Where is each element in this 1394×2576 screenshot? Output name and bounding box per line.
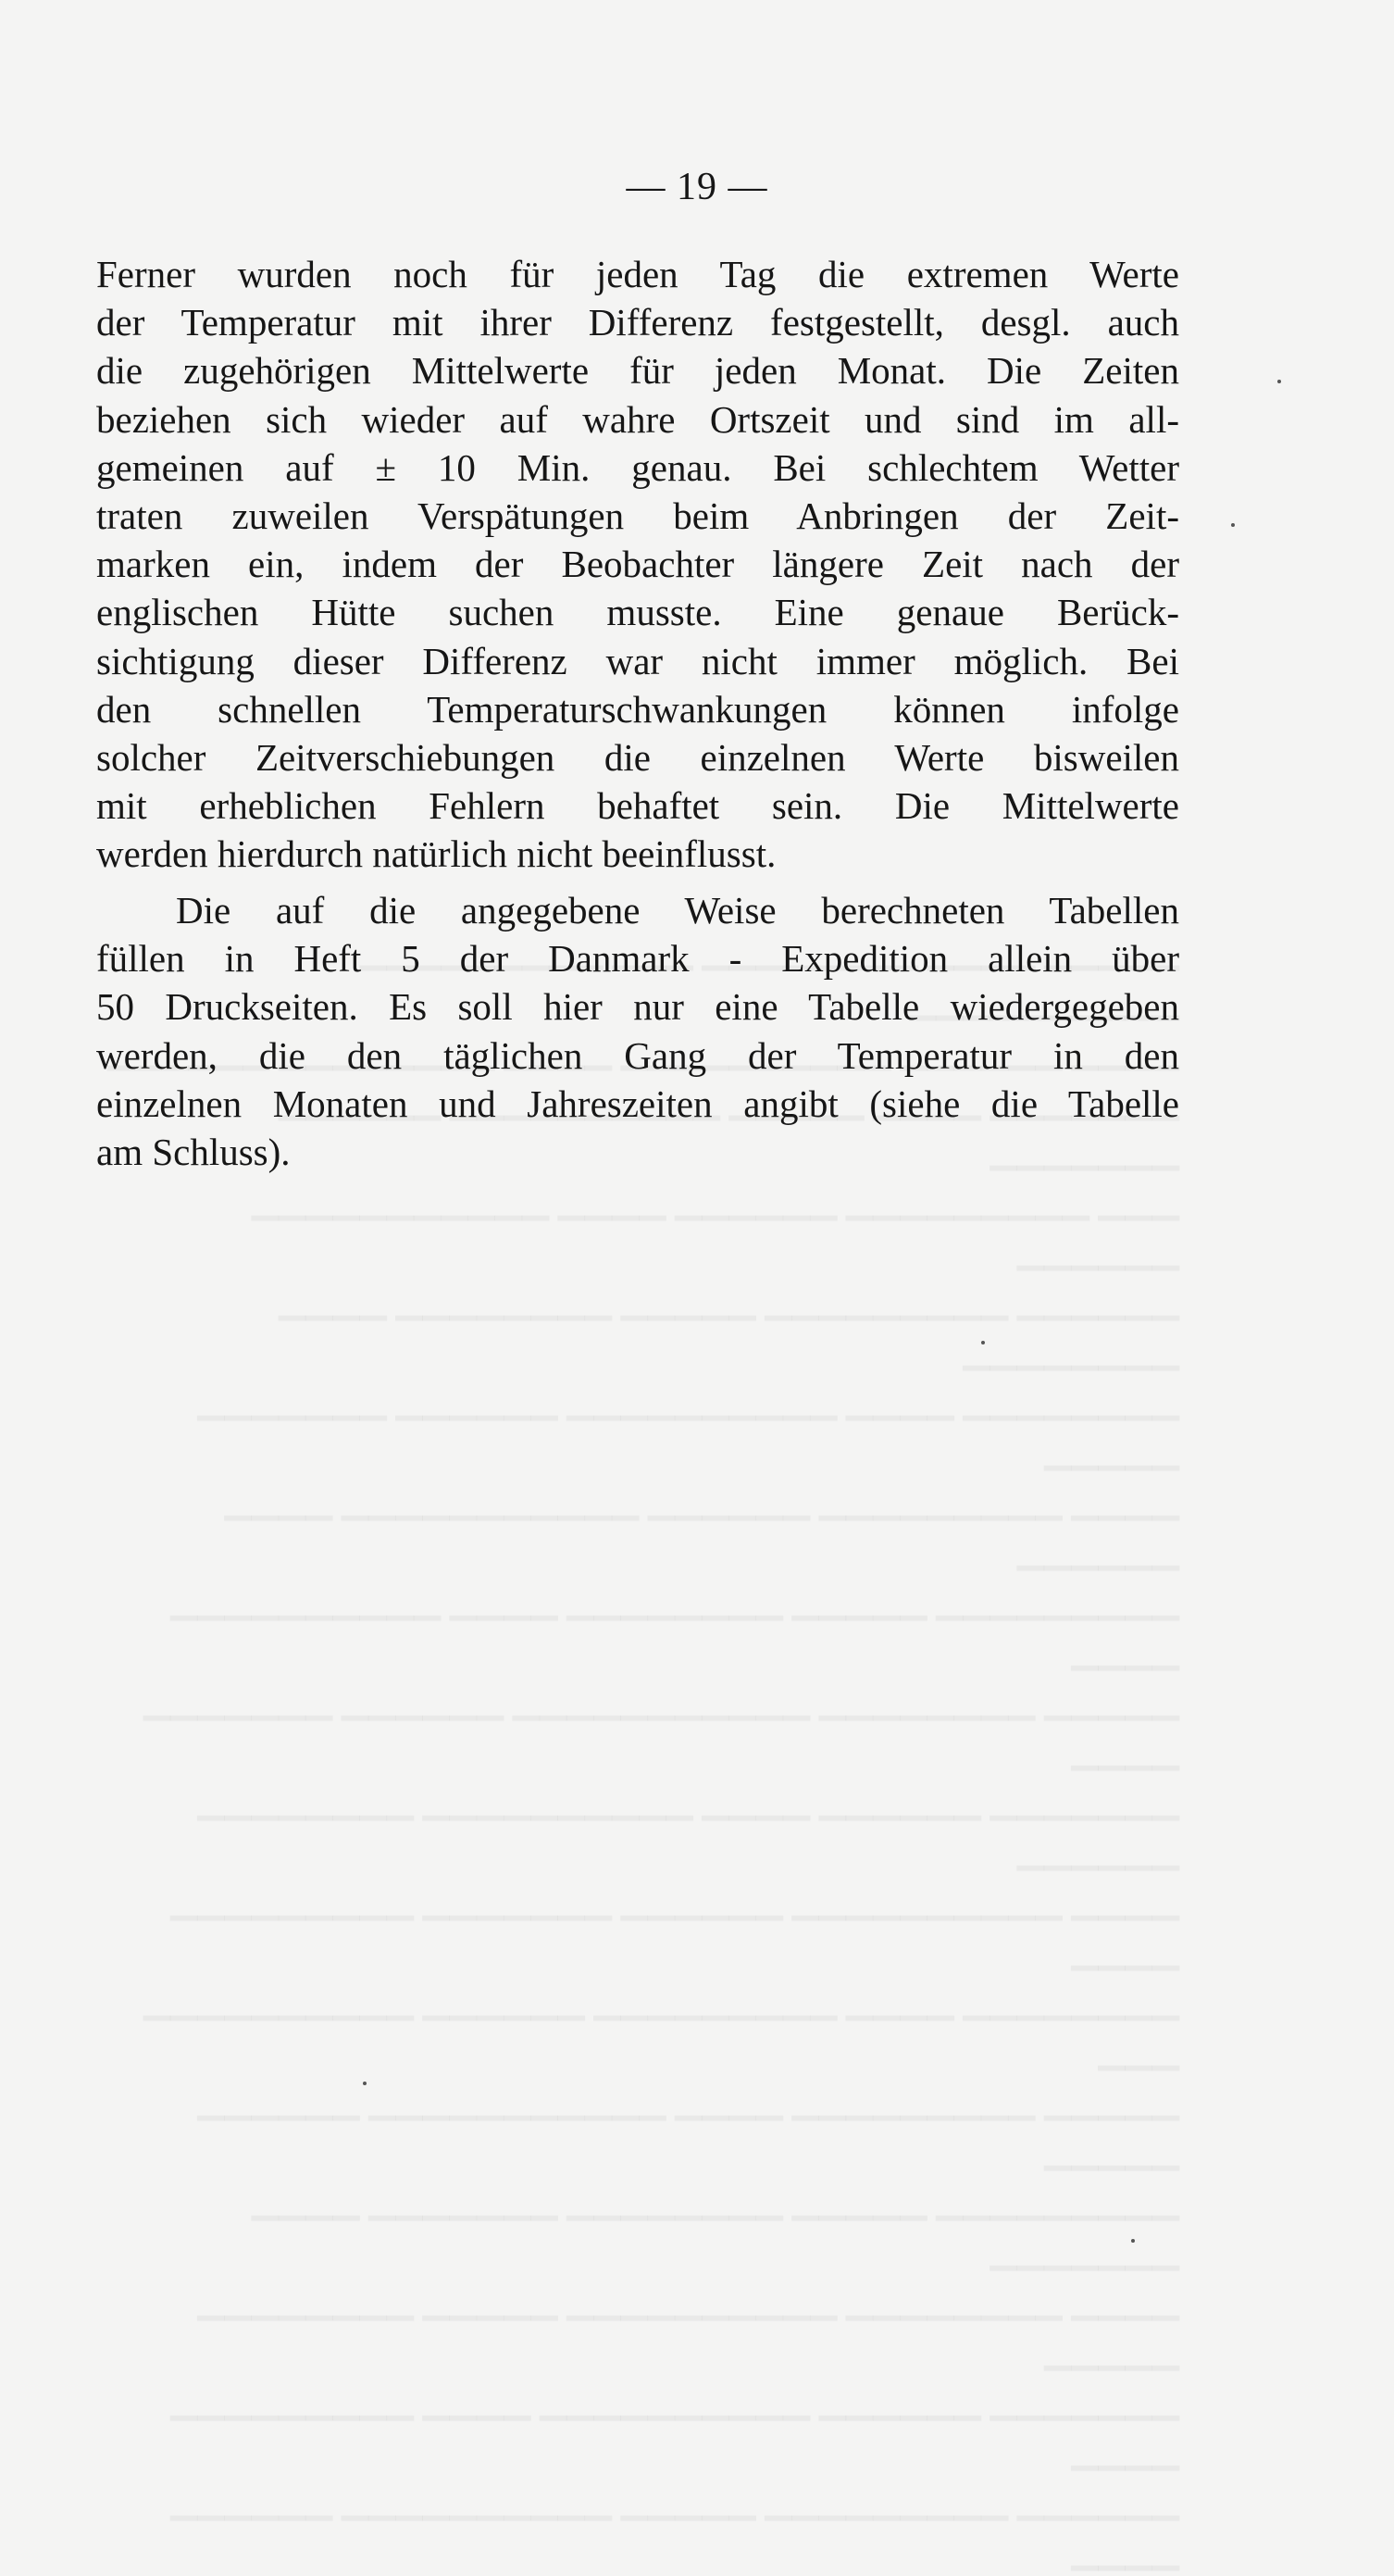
text-line: marken ein, indem der Beobachter längere Zeit nach der xyxy=(96,543,1179,586)
scan-speck xyxy=(1277,380,1281,383)
text-line: Ferner wurden noch für jeden Tag die extremen Werte xyxy=(96,253,1179,295)
text-line: solcher Zeitverschiebungen die einzelnen Werte bisweilen xyxy=(96,735,1179,779)
scan-speck xyxy=(1131,2239,1135,2243)
text-line: traten zuweilen Verspätungen beim Anbringen der Zeit- xyxy=(96,494,1179,537)
text-line: 50 Druckseiten. Es soll hier nur eine Tabelle wiedergegeben xyxy=(96,985,1179,1029)
scan-speck xyxy=(363,2082,367,2085)
text-line: sichtigung dieser Differenz war nicht immer möglich. Bei xyxy=(96,639,1179,682)
text-line: der Temperatur mit ihrer Differenz festgestellt, desgl. auch xyxy=(96,301,1179,344)
text-line: mit erheblichen Fehlern behaftet sein. Die Mittelwerte xyxy=(96,784,1179,828)
text-line: füllen in Heft 5 der Danmark - Expedition allein über xyxy=(96,937,1179,981)
scan-speck xyxy=(1231,523,1235,527)
text-line: die zugehörigen Mittelwerte für jeden Monat. Die Zeiten xyxy=(96,349,1179,393)
text-line: werden hierdurch natürlich nicht beeinflusst. xyxy=(96,832,777,876)
text-line: beziehen sich wieder auf wahre Ortszeit und sind im all- xyxy=(96,397,1179,441)
text-line: einzelnen Monaten und Jahreszeiten angibt (siehe die Tabelle xyxy=(96,1082,1179,1125)
text-line: gemeinen auf ± 10 Min. genau. Bei schlechtem Wetter xyxy=(96,445,1179,489)
text-line: Die auf die angegebene Weise berechneten Tabellen xyxy=(176,889,1179,932)
text-line: englischen Hütte suchen musste. Eine genaue Berück- xyxy=(96,591,1179,634)
paragraph-1 xyxy=(96,250,1179,878)
scan-speck xyxy=(981,1341,985,1344)
page-number: — 19 — xyxy=(626,166,768,208)
text-line: den schnellen Temperaturschwankungen können infolge xyxy=(96,687,1179,731)
text-line: werden, die den täglichen Gang der Temperatur in den xyxy=(96,1033,1179,1077)
paragraph-2 xyxy=(96,886,1179,1176)
text-line: am Schluss). xyxy=(96,1130,291,1173)
